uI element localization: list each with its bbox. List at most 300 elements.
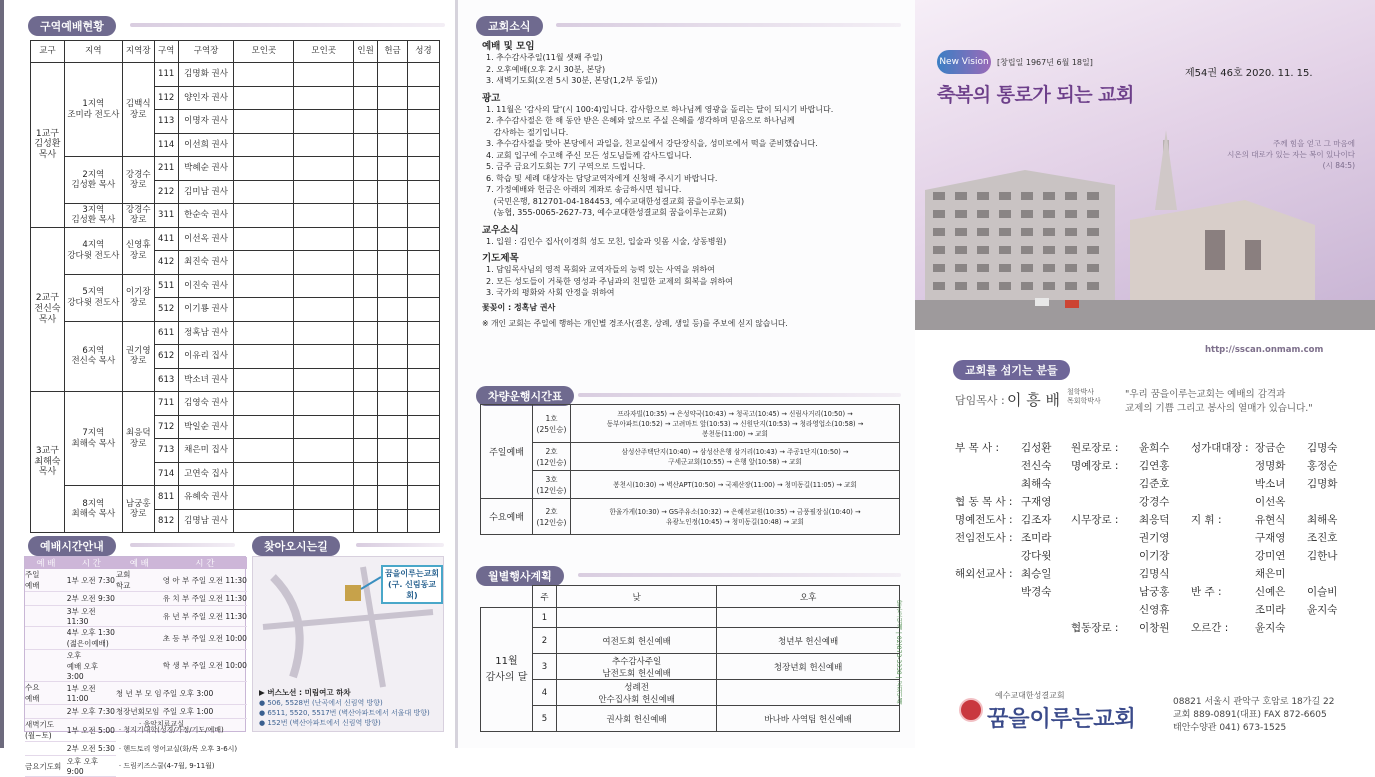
- blank-cell: [294, 204, 354, 228]
- blank-cell: [378, 86, 408, 110]
- staff-role: 부 목 사 :: [955, 442, 999, 454]
- zone-header-row: [31, 41, 440, 63]
- blank-cell: [378, 392, 408, 416]
- section-title-monthly-plan: 월별행사계획: [476, 566, 564, 586]
- blank-cell: [294, 345, 354, 369]
- news-item: 1. 11월은 '감사의 달'(시 100:4)입니다. 감사함으로 하나님께 영광을 돌리는 달이 되시기 바랍니다.: [486, 104, 834, 114]
- news-item: 7. 가정예배와 헌금은 아래의 계좌로 송금하시면 됩니다.: [486, 185, 682, 194]
- zone-number: 714: [154, 462, 178, 486]
- news-item: 2. 오후예배(오후 2시 30분, 본당): [486, 64, 606, 74]
- worship-cell: [67, 592, 116, 606]
- zone-leader: 김명남 권사: [178, 509, 234, 533]
- worship-time: 주일 오전 10:00: [191, 661, 247, 670]
- blank-cell: [294, 86, 354, 110]
- bus-row: [481, 471, 900, 499]
- worship-dept: 유 치 부: [162, 594, 190, 603]
- blank-cell: [234, 63, 294, 87]
- blank-cell: [354, 439, 378, 463]
- blank-cell: [234, 509, 294, 533]
- bus-title: ▶ 버스노선 : 미림여고 하차: [259, 688, 351, 697]
- staff-name: 신영휴: [1139, 604, 1170, 616]
- zone-leader: 이유리 집사: [178, 345, 234, 369]
- blank-cell: [354, 486, 378, 510]
- website-url: http://sscan.onmam.com: [1205, 345, 1324, 355]
- worship-header: 시 간: [163, 557, 247, 569]
- zone-row: [31, 321, 440, 345]
- staff-name: 채은미: [1255, 568, 1286, 580]
- worship-cell: [116, 606, 163, 627]
- region-leader-cell: 강경수 장로: [122, 204, 154, 228]
- staff-role: 협 동 목 사 :: [955, 496, 1013, 508]
- zone-number: 712: [154, 415, 178, 439]
- month-cell: 성례전 안수집사회 헌신예배: [557, 680, 717, 706]
- news-item: 3. 추수감사절을 맞아 본당에서 과일을, 친교실에서 강단장식을, 성미로에서 떡을 준비했습니다.: [486, 139, 818, 148]
- bus-vehicle: 1호 (25인승): [533, 405, 571, 443]
- staff-name: 홍정순: [1307, 460, 1338, 472]
- month-header: 주: [533, 586, 557, 608]
- zone-number: 111: [154, 63, 178, 87]
- staff-name: 김한나: [1307, 550, 1338, 562]
- month-row: [481, 706, 900, 732]
- month-cell: 추수감사주일 남전도회 헌신예배: [557, 654, 717, 680]
- worship-time: 오전 5:30: [81, 744, 115, 753]
- zone-number: 211: [154, 157, 178, 181]
- region-leader-cell: 강경수 장로: [122, 157, 154, 204]
- parish-cell: 1교구 김성환 목사: [31, 63, 65, 228]
- worship-part: 2부: [66, 707, 79, 716]
- vision-badge: New Vision: [937, 50, 991, 74]
- worship-cell: 청장년회모임: [116, 705, 163, 719]
- blank-cell: [234, 251, 294, 275]
- blank-cell: [354, 345, 378, 369]
- blank-cell: [294, 180, 354, 204]
- blank-cell: [408, 86, 440, 110]
- zone-worship-table: [30, 40, 440, 533]
- issue-info: 제54권 46호 2020. 11. 15.: [1185, 68, 1313, 79]
- worship-dept: 영 아 부: [162, 575, 190, 585]
- staff-name: 전신숙: [1021, 460, 1052, 472]
- news-item: (농협, 355-0065-2627-73, 예수교대한성결교회 꿈을이루는교회): [486, 208, 727, 217]
- staff-name: 최승일: [1021, 568, 1052, 580]
- zone-header-cell: 지역: [64, 41, 122, 63]
- month-cell: 바나바 사역팀 헌신예배: [717, 706, 900, 732]
- blank-cell: [378, 321, 408, 345]
- staff-role: 해외선교사 :: [955, 568, 1013, 580]
- bus-service: 주일예배: [481, 405, 533, 499]
- region-leader-cell: 남궁홍 장로: [122, 486, 154, 533]
- staff-role: 협동장로 :: [1071, 622, 1119, 634]
- blank-cell: [408, 462, 440, 486]
- month-label: 11월 감사의 달: [481, 608, 533, 732]
- bus-vehicle: 2호 (12인승): [533, 443, 571, 471]
- title-bar: [578, 573, 901, 577]
- news-item: 1. 담임목사님의 영적 목회와 교역자들의 능력 있는 사역을 위하여: [486, 265, 715, 274]
- blank-cell: [294, 439, 354, 463]
- blank-cell: [408, 368, 440, 392]
- blank-cell: [354, 157, 378, 181]
- zone-leader: 박소녀 권사: [178, 368, 234, 392]
- cover-hero: [915, 0, 1375, 330]
- worship-note: · 헨드토리 영어교실(화/목 오후 3-6시): [118, 744, 238, 753]
- worship-time: 주일 오전 10:00: [191, 633, 247, 643]
- region-cell: 2지역 김성환 목사: [64, 157, 122, 204]
- blank-cell: [354, 133, 378, 157]
- blank-cell: [354, 204, 378, 228]
- zone-number: 711: [154, 392, 178, 416]
- worship-row: [25, 592, 247, 606]
- blank-cell: [234, 345, 294, 369]
- blank-cell: [378, 345, 408, 369]
- zone-row: [31, 63, 440, 87]
- blank-cell: [294, 415, 354, 439]
- zone-leader: 이선옥 권사: [178, 227, 234, 251]
- pastor-degree: 철학박사 목회학박사: [1067, 388, 1101, 405]
- staff-name: 김명숙: [1307, 442, 1338, 454]
- month-cell: 권사회 헌신예배: [557, 706, 717, 732]
- blank-cell: [408, 133, 440, 157]
- blank-cell: [354, 392, 378, 416]
- region-leader-cell: 김백식 장로: [122, 63, 154, 157]
- bus-route-text: 한울가게(10:30) → GS주유소(10:32) → 은혜선교원(10:35) → 금풍필장실(10:40) → 유광노인정(10:45) → 청미동길(10:48) → 교회: [571, 499, 900, 535]
- worship-cell: [67, 650, 116, 682]
- news-subtitle: 기도제목: [482, 253, 519, 264]
- bus-service: 수요예배: [481, 499, 533, 535]
- blank-cell: [408, 298, 440, 322]
- zone-row: [31, 157, 440, 181]
- month-row: [481, 628, 900, 654]
- title-bar: [130, 23, 445, 27]
- blank-cell: [354, 509, 378, 533]
- worship-part: 오후: [66, 757, 82, 766]
- blank-cell: [294, 298, 354, 322]
- bus-schedule-table: [480, 404, 900, 535]
- zone-leader: 정혹남 권사: [178, 321, 234, 345]
- church-logo-icon: [959, 698, 983, 722]
- worship-row: [25, 682, 247, 705]
- news-item: 감사하는 절기입니다.: [486, 127, 569, 137]
- staff-name: 권기영: [1139, 532, 1170, 544]
- news-subtitle: 예배 및 모임: [482, 41, 535, 52]
- staff-name: 윤지숙: [1255, 622, 1286, 634]
- worship-dept: 초 등 부: [162, 633, 190, 643]
- staff-name: 김조자: [1021, 514, 1052, 526]
- worship-header: 예 배: [25, 557, 67, 569]
- section-title-bus-schedule: 차량운행시간표: [476, 386, 574, 406]
- worship-cell: [67, 742, 116, 756]
- blank-cell: [408, 251, 440, 275]
- bus-row: [481, 405, 900, 443]
- blank-cell: [294, 368, 354, 392]
- worship-row: [25, 606, 247, 627]
- news-item: 2. 모든 성도들이 거룩한 영성과 주님과의 친밀한 교제의 회복을 위하여: [486, 276, 733, 286]
- region-cell: 1지역 조미라 전도사: [64, 63, 122, 157]
- title-bar: [130, 543, 235, 547]
- zone-leader: 이기룡 권사: [178, 298, 234, 322]
- month-cell: 1: [533, 608, 557, 628]
- staff-role: 성가대대장 :: [1191, 442, 1249, 454]
- worship-time: 주일 오후 1:00: [162, 707, 214, 716]
- worship-time: 오전 5:00: [81, 725, 115, 735]
- staff-name: 최응덕: [1139, 514, 1170, 526]
- zone-header-cell: 지역장: [122, 41, 154, 63]
- staff-name: 구재영: [1021, 496, 1052, 508]
- blank-cell: [354, 110, 378, 134]
- month-cell: 4: [533, 680, 557, 706]
- blank-cell: [234, 133, 294, 157]
- blank-cell: [354, 462, 378, 486]
- news-item: 6. 학습 및 세례 대상자는 담당교역자에게 신청해 주시기 바랍니다.: [486, 173, 718, 183]
- worship-cell: [67, 569, 116, 592]
- worship-cell: [67, 682, 116, 705]
- worship-dept: 학 생 부: [162, 661, 190, 670]
- location-map: [252, 556, 444, 732]
- zone-leader: 유혜숙 권사: [178, 486, 234, 510]
- staff-name: 유현식: [1255, 514, 1286, 526]
- pastor-label: 담임목사 :: [955, 394, 1005, 407]
- staff-name: 강미연: [1255, 550, 1286, 562]
- zone-number: 811: [154, 486, 178, 510]
- retreat-phone: 태안수양관 041) 673-1525: [1173, 723, 1287, 733]
- region-cell: 5지역 강다윗 전도사: [64, 274, 122, 321]
- blank-cell: [294, 486, 354, 510]
- worship-cell: 주일 예배: [25, 569, 67, 592]
- worship-cell: [25, 742, 67, 756]
- left-column: [0, 0, 455, 776]
- news-item: 1. 추수감사주일(11월 셋째 주일): [486, 53, 603, 62]
- staff-name: 김명식: [1139, 568, 1170, 580]
- month-row: [481, 654, 900, 680]
- worship-part: 2부: [66, 744, 79, 753]
- section-title-church-news: 교회소식: [476, 16, 543, 36]
- blank-cell: [234, 274, 294, 298]
- staff-name: 강경수: [1139, 496, 1170, 508]
- news-item: 3. 국가의 평화와 사회 안정을 위하여: [486, 288, 615, 297]
- zone-row: [31, 392, 440, 416]
- staff-name: 김연홍: [1139, 460, 1170, 472]
- zone-leader: 이진숙 권사: [178, 274, 234, 298]
- blank-cell: [378, 110, 408, 134]
- worship-cell: [163, 650, 247, 682]
- bus-vehicle: 3호 (12인승): [533, 471, 571, 499]
- worship-dept: 유 년 부: [162, 611, 190, 621]
- staff-role: 원로장로 :: [1071, 442, 1119, 454]
- blank-cell: [408, 180, 440, 204]
- worship-part: 1부: [66, 684, 79, 693]
- zone-row: [31, 204, 440, 228]
- region-cell: 6지역 전신숙 목사: [64, 321, 122, 392]
- blank-cell: [378, 204, 408, 228]
- region-leader-cell: 신영휴 장로: [122, 227, 154, 274]
- month-header: 오후: [717, 586, 900, 608]
- worship-time: 오후 9:00: [66, 757, 99, 776]
- blank-cell: [408, 227, 440, 251]
- staff-name: 이선옥: [1255, 496, 1286, 508]
- worship-note: · 음악치료교실: [139, 720, 185, 728]
- blank-cell: [408, 321, 440, 345]
- blank-cell: [354, 86, 378, 110]
- zone-number: 412: [154, 251, 178, 275]
- blank-cell: [354, 63, 378, 87]
- blank-cell: [294, 63, 354, 87]
- worship-time: 주일 오후 3:00: [162, 688, 214, 698]
- worship-row: [25, 756, 247, 777]
- blank-cell: [378, 415, 408, 439]
- staff-name: 윤희수: [1139, 442, 1170, 454]
- staff-name: 이창원: [1139, 622, 1170, 634]
- worship-cell: [25, 650, 67, 682]
- blank-cell: [378, 486, 408, 510]
- staff-name: 조미라: [1255, 604, 1286, 616]
- blank-cell: [408, 345, 440, 369]
- church-quote: "우리 꿈을이루는교회는 예배의 감격과 교제의 기쁨 그리고 봉사의 열매가 있습니다.": [1125, 389, 1313, 414]
- news-item: 3. 새벽기도회(오전 5시 30분, 본당(1,2부 동일)): [486, 76, 658, 85]
- staff-name: 김준호: [1139, 478, 1170, 490]
- region-cell: 8지역 최해숙 목사: [64, 486, 122, 533]
- zone-row: [31, 227, 440, 251]
- worship-time: 주일 오전 11:30: [191, 594, 247, 603]
- blank-cell: [354, 274, 378, 298]
- staff-name: 최해옥: [1307, 514, 1338, 526]
- worship-header: 예 배: [116, 557, 163, 569]
- zone-number: 612: [154, 345, 178, 369]
- denomination: 예수교대한성결교회: [995, 691, 1065, 700]
- blank-cell: [354, 415, 378, 439]
- blank-cell: [294, 251, 354, 275]
- staff-name: 남궁홍: [1139, 586, 1170, 598]
- zone-number: 114: [154, 133, 178, 157]
- zone-leader: 양인자 권사: [178, 86, 234, 110]
- blank-cell: [234, 227, 294, 251]
- worship-times-box: [24, 556, 247, 776]
- blank-cell: [234, 486, 294, 510]
- blank-cell: [378, 180, 408, 204]
- blank-cell: [378, 251, 408, 275]
- zone-number: 613: [154, 368, 178, 392]
- blank-cell: [234, 392, 294, 416]
- month-cell: 청년부 헌신예배: [717, 628, 900, 654]
- worship-cell: [67, 705, 116, 719]
- section-title-zone-worship: 구역예배현황: [28, 16, 116, 36]
- blank-cell: [294, 133, 354, 157]
- worship-row: [25, 705, 247, 719]
- title-bar: [578, 393, 901, 397]
- worship-cell: [163, 592, 247, 606]
- monthly-plan-table: [480, 585, 900, 732]
- worship-time: 오전 9:30: [81, 594, 115, 603]
- worship-row: [25, 569, 247, 592]
- staff-role: 지 휘 :: [1191, 514, 1222, 526]
- worship-cell: [67, 627, 116, 650]
- worship-cell: [163, 569, 247, 592]
- zone-number: 311: [154, 204, 178, 228]
- blank-cell: [408, 63, 440, 87]
- blank-cell: [354, 251, 378, 275]
- staff-name: 조진호: [1307, 532, 1338, 544]
- bus-route: ● 506, 5528번 (난곡에서 신림역 방향): [259, 699, 383, 707]
- staff-name: 이슬비: [1307, 586, 1338, 598]
- worship-time: 오후 1:30 (젊은이예배): [66, 628, 115, 648]
- flower-note: 꽃꽂이 : 정혹남 권사: [482, 302, 556, 312]
- worship-cell: [116, 592, 163, 606]
- month-cell: 2: [533, 628, 557, 654]
- worship-cell: [25, 606, 67, 627]
- worship-part: 2부: [66, 594, 79, 603]
- zone-number: 511: [154, 274, 178, 298]
- worship-note: · 청지기대학(성경/가정/기도/예배): [118, 726, 224, 735]
- blank-cell: [234, 86, 294, 110]
- zone-header-cell: 교구: [31, 41, 65, 63]
- left-edge-bar: [0, 0, 4, 748]
- blank-cell: [408, 110, 440, 134]
- church-address: 08821 서울시 관악구 호암로 18가길 22: [1173, 697, 1335, 707]
- month-cell: 5: [533, 706, 557, 732]
- worship-row: [25, 719, 247, 742]
- blank-cell: [234, 439, 294, 463]
- title-bar: [556, 23, 901, 27]
- blank-cell: [234, 462, 294, 486]
- news-item: 2. 추수감사절은 한 해 동안 받은 은혜와 앞으로 주실 은혜를 생각하며 믿음으로 하나님께: [486, 116, 795, 125]
- worship-cell: [25, 627, 67, 650]
- blank-cell: [354, 368, 378, 392]
- zone-leader: 고연숙 집사: [178, 462, 234, 486]
- worship-cell: [67, 756, 116, 777]
- zone-number: 212: [154, 180, 178, 204]
- zone-number: 713: [154, 439, 178, 463]
- zone-header-cell: 구역장: [178, 41, 234, 63]
- zone-row: [31, 486, 440, 510]
- worship-cell: [25, 592, 67, 606]
- worship-time: 오전 11:30: [66, 607, 96, 626]
- worship-cell: 교회 학교: [116, 569, 163, 592]
- blank-cell: [378, 157, 408, 181]
- worship-row: [25, 650, 247, 682]
- blank-cell: [378, 509, 408, 533]
- worship-cell: 새벽기도 (월~토): [25, 719, 67, 742]
- blank-cell: [234, 298, 294, 322]
- blank-cell: [378, 63, 408, 87]
- blank-cell: [294, 274, 354, 298]
- founded-date: [창립일 1967년 6월 18일]: [997, 58, 1093, 67]
- news-item: 5. 금주 금요기도회는 7기 구역으로 드립니다.: [486, 162, 646, 171]
- slogan: 축복의 통로가 되는 교회: [937, 84, 1134, 106]
- month-row: [481, 680, 900, 706]
- news-subtitle: 광고: [482, 92, 501, 104]
- worship-cell: [163, 705, 247, 719]
- section-title-directions: 찾아오시는길: [252, 536, 340, 556]
- zone-number: 512: [154, 298, 178, 322]
- bus-route-text: 프라자빌(10:35) → 은성약국(10:43) → 청곡고(10:45) → 신림사거리(10:50) → 동부아파트(10:52) → 고려마트 앞(10:53) → 신원단지(10:53) → 청라영업소(10:58) → 봉천동(11:00) → 교회: [571, 405, 900, 443]
- blank-cell: [234, 110, 294, 134]
- church-phone: 교회 889-0891(대표) FAX 872-6605: [1173, 710, 1327, 720]
- zone-header-cell: 모인곳: [234, 41, 294, 63]
- staff-role: 오르간 :: [1191, 622, 1229, 634]
- blank-cell: [408, 392, 440, 416]
- parish-cell: 2교구 전신숙 목사: [31, 227, 65, 392]
- map-badge: 꿈을이루는교회 (구. 신림동교회): [381, 565, 443, 604]
- section-title-worship-times: 예배시간안내: [28, 536, 116, 556]
- fold-shade: [455, 0, 458, 748]
- blank-cell: [408, 439, 440, 463]
- region-cell: 3지역 김성환 목사: [64, 204, 122, 228]
- region-leader-cell: 권기영 장로: [122, 321, 154, 392]
- blank-cell: [408, 486, 440, 510]
- staff-name: 박경숙: [1021, 586, 1052, 598]
- staff-name: 김성환: [1021, 442, 1052, 454]
- bus-route: ● 152번 (벽산아파트에서 신림역 방향): [259, 719, 381, 727]
- church-name: 꿈을이루는교회: [987, 707, 1136, 732]
- title-bar: [356, 543, 444, 547]
- zone-number: 113: [154, 110, 178, 134]
